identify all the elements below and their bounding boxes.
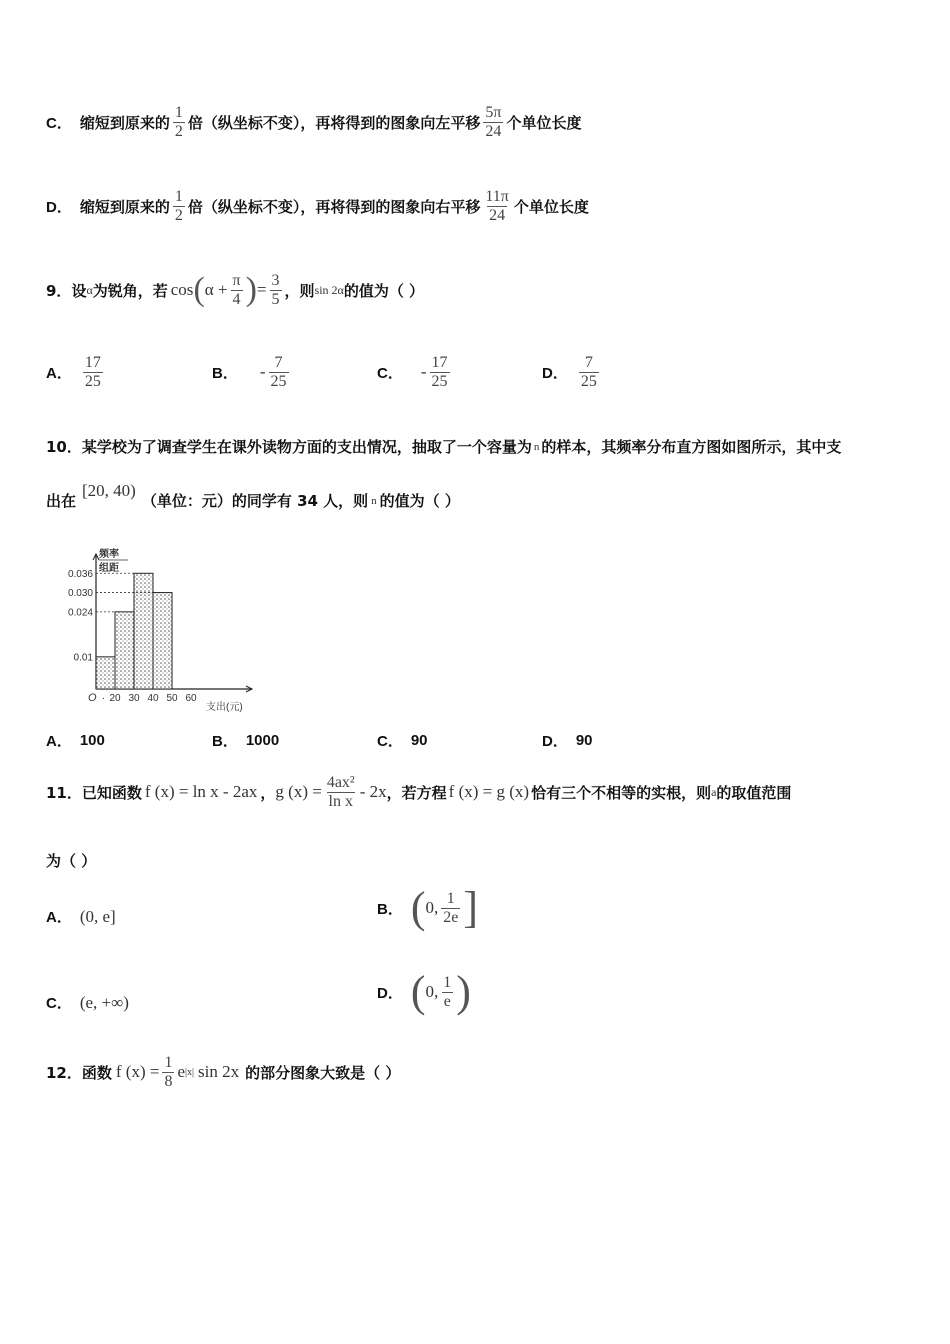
question-12 — [46, 1054, 400, 1090]
q10-option-b — [212, 730, 287, 751]
paren: ] — [463, 883, 479, 932]
question-10-line-1 — [46, 436, 841, 457]
y-tick-label: 0.030 — [67, 588, 93, 600]
option-label: C． — [377, 733, 403, 750]
option-value: 90 — [575, 732, 593, 749]
q11-option-c — [46, 992, 129, 1013]
fraction: $\frac{17}{25}$ — [431, 354, 448, 390]
option-label: A． — [46, 364, 72, 382]
paren: ( — [410, 883, 426, 932]
sign: - — [259, 362, 266, 382]
math: sin 2α — [314, 282, 344, 297]
option-label: B． — [212, 733, 238, 750]
option-value: 100 — [79, 732, 105, 749]
sign: - — [420, 362, 427, 382]
math: 0, — [425, 982, 439, 1001]
fraction: $\frac{1}{e}$ — [443, 973, 452, 1010]
histogram-bar — [134, 573, 153, 689]
option-label: D． — [542, 364, 568, 382]
text: 为锐角，若 — [92, 281, 168, 300]
q9-option-c — [377, 354, 453, 390]
option-label: C． — [46, 995, 72, 1012]
text: 缩短到原来的 — [79, 197, 170, 216]
x-tick-dot: · — [101, 693, 106, 704]
fraction: $\frac{1}{2e}$ — [443, 889, 459, 926]
fraction: $\frac{3}{5}$ — [271, 272, 280, 308]
text: ，则 — [284, 281, 315, 300]
y-axis-label-bottom: 组距 — [99, 563, 119, 574]
q11-option-a — [46, 906, 116, 927]
option-label: C． — [377, 364, 403, 382]
text: 个单位长度 — [513, 197, 589, 216]
math: f (x) = ln x - 2ax — [144, 782, 258, 802]
option-value: 90 — [410, 732, 428, 749]
q10-option-c — [377, 730, 436, 751]
paren: ) — [245, 271, 257, 309]
fraction: $\frac{5\pi}{24}$ — [485, 104, 502, 140]
math: n — [533, 440, 540, 453]
option-value: (e, +∞) — [79, 992, 129, 1012]
x-axis-label: 支出(元) — [206, 702, 243, 713]
option-label: B． — [212, 364, 238, 382]
text: 为（ ） — [46, 852, 97, 870]
text: 10．某学校为了调查学生在课外读物方面的支出情况，抽取了一个容量为 — [46, 438, 532, 456]
y-tick-label: 0.036 — [67, 568, 93, 580]
frequency-histogram — [56, 542, 266, 714]
text: 倍（纵坐标不变），再将得到的图象向左平移 — [187, 113, 481, 132]
option-label: A． — [46, 733, 72, 750]
y-axis-label-top: 频率 — [99, 549, 119, 560]
question-number: 9． — [46, 281, 72, 300]
question-10-line-2 — [46, 480, 460, 511]
paren: ) — [456, 967, 471, 1016]
fraction: $\frac{1}{2}$ — [174, 188, 183, 224]
text: 的取值范围 — [716, 783, 792, 802]
origin-label: O — [88, 692, 97, 704]
paren: ( — [410, 967, 426, 1016]
text: 的部分图象大致是（ ） — [245, 1063, 401, 1082]
math: |x| — [185, 1066, 195, 1078]
option-value: (0, e] — [79, 906, 116, 926]
fraction: $\frac{1}{8}$ — [164, 1054, 173, 1090]
option-label: D． — [46, 198, 72, 216]
histogram-bar — [153, 593, 172, 689]
math: a — [711, 784, 717, 799]
text: 设 — [71, 281, 87, 300]
q8-option-d — [46, 188, 589, 224]
text: 11．已知函数 — [46, 783, 142, 802]
math: [20, 40) — [82, 480, 136, 500]
fraction: $\frac{\text{4ax²}}{\text{ln x}}$ — [326, 774, 355, 810]
question-9 — [46, 272, 424, 308]
text: 恰有三个不相等的实根，则 — [531, 783, 712, 802]
option-label: C． — [46, 114, 72, 132]
math: e — [177, 1062, 185, 1082]
math: n — [371, 494, 377, 507]
q11-option-d — [377, 967, 471, 1016]
option-value: 1000 — [245, 732, 280, 749]
fraction: $\frac{\pi}{4}$ — [232, 272, 241, 308]
math: α + — [204, 280, 228, 300]
math: cos — [170, 280, 194, 300]
q8-option-c — [46, 104, 581, 140]
x-tick-label: 60 — [185, 693, 197, 704]
paren: ( — [193, 271, 205, 309]
math: f (x) = — [115, 1062, 160, 1082]
x-tick-label: 50 — [166, 693, 178, 704]
histogram-bar — [115, 612, 134, 689]
y-tick-label: 0.01 — [73, 652, 93, 664]
fraction: $\frac{1}{2}$ — [174, 104, 183, 140]
math: - 2x — [359, 782, 387, 802]
text: 的值为（ ） — [379, 492, 460, 510]
option-label: D． — [542, 733, 568, 750]
option-label: D． — [377, 984, 403, 1002]
math: sin 2x — [198, 1062, 240, 1082]
x-tick-label: 30 — [128, 693, 140, 704]
option-label: A． — [46, 909, 72, 926]
text: 的样本，其频率分布直方图如图所示，其中支 — [541, 438, 842, 456]
math: α — [86, 282, 93, 297]
y-tick-label: 0.024 — [67, 607, 93, 619]
text: 个单位长度 — [506, 113, 582, 132]
q9-option-b — [212, 354, 292, 390]
question-11-line-2 — [46, 850, 96, 871]
fraction: $\frac{17}{25}$ — [84, 354, 101, 390]
option-label: B． — [377, 900, 403, 918]
math: 0, — [425, 898, 439, 917]
x-tick-label: 20 — [109, 693, 121, 704]
histogram-bar — [96, 657, 115, 689]
fraction: $\frac{7}{25}$ — [580, 354, 597, 390]
fraction: $\frac{11\pi}{24}$ — [485, 188, 509, 224]
math: = — [256, 280, 267, 300]
text: （单位：元）的同学有 34 人，则 — [141, 492, 369, 510]
math: f (x) = g (x) — [448, 782, 530, 802]
text: ， — [260, 783, 276, 802]
text: 缩短到原来的 — [79, 113, 170, 132]
text: 12．函数 — [46, 1063, 112, 1082]
fraction: $\frac{7}{25}$ — [270, 354, 287, 390]
q9-option-a — [46, 354, 106, 390]
text: 的值为（ ） — [343, 281, 425, 300]
x-tick-label: 40 — [147, 693, 159, 704]
q10-option-d — [542, 730, 601, 751]
text: 出在 — [46, 492, 77, 510]
question-11-line-1 — [46, 774, 791, 810]
text: ，若方程 — [386, 783, 447, 802]
text: 倍（纵坐标不变），再将得到的图象向右平移 — [187, 197, 481, 216]
q10-option-a — [46, 730, 113, 751]
q11-option-b — [377, 883, 479, 932]
q9-option-d — [542, 354, 602, 390]
math: g (x) = — [275, 782, 322, 802]
